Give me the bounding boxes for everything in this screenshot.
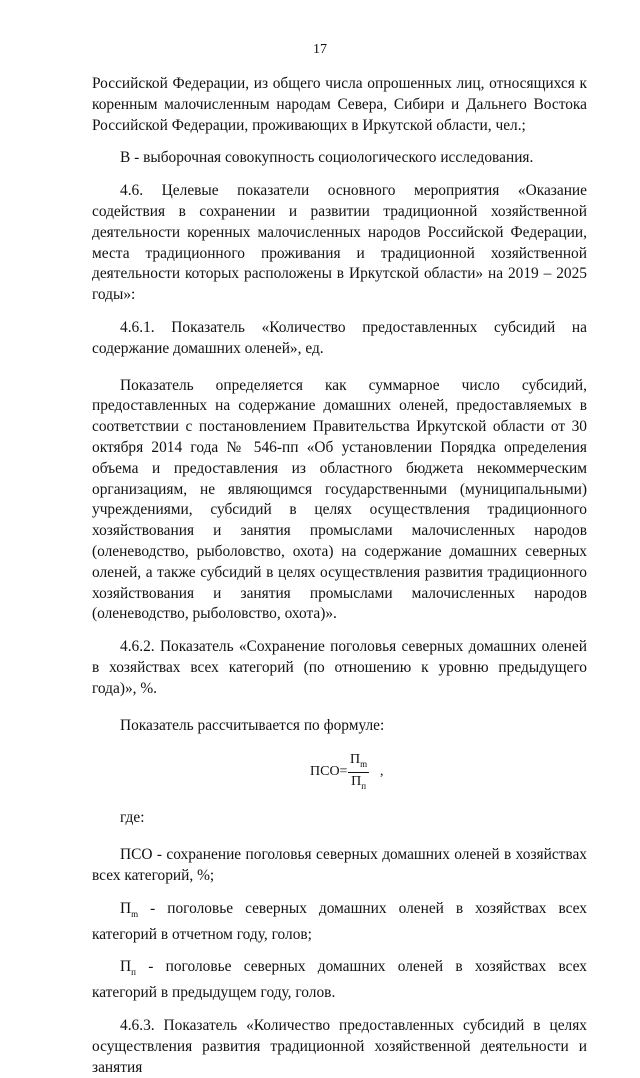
- definition-pso: ПСО - сохранение поголовья северных домашних оленей в хозяйствах всех категорий, %;: [92, 846, 587, 884]
- paragraph-section-4-6-1: 4.6.1. Показатель «Количество предоставленных субсидий на содержание домашних оленей», ед.: [92, 318, 587, 357]
- paragraph-sample-definition: В - выборочная совокупность социологического исследования.: [120, 149, 534, 167]
- formula-lhs: ПСО=: [310, 764, 348, 780]
- formula-denominator: $П_п$: [351, 774, 367, 791]
- page-number: 17: [313, 42, 327, 57]
- paragraph-formula-intro: Показатель рассчитывается по формуле:: [120, 716, 385, 734]
- paragraph-section-4-6: 4.6. Целевые показатели основного мероприятия «Оказание содействия в сохранении и развитии традиционной хозяйственной деятельности коренных малочисленных народов Российской Федерации, места традиционного проживания и традиционной хозяйственной деятельности которых расположены в Иркутской области» на 2019 – 2025 годы»:: [92, 182, 587, 304]
- document-body: [92, 74, 587, 1078]
- paragraph-section-4-6-3: 4.6.3. Показатель «Количество предоставленных субсидий в целях осуществления развития традиционной хозяйственной деятельности и занятия: [92, 1017, 587, 1076]
- where-label: где:: [120, 809, 145, 827]
- paragraph-section-4-6-2: 4.6.2. Показатель «Сохранение поголовья северных домашних оленей в хозяйствах всех категорий (по отношению к уровню предыдущего года)», %.: [92, 638, 587, 697]
- paragraph-indicator-method: Показатель определяется как суммарное число субсидий, предоставленных на содержание домашних оленей, предоставляемых в соответствии с постановлением Правительства Иркутской области от 30 октября 2014 года № 546-пп «Об установлении Порядка определения объема и предоставления из областного бюджета некоммерческим организациям, не являющимся государственными (муниципальными) учреждениями, субсидий в целях осуществления традиционного хозяйствования и занятия промыслами малочисленных народов (оленеводство, рыболовство, охота) на содержание домашних северных оленей, а также субсидий в целях осуществления развития традиционного хозяйствования и занятия промыслами малочисленных народов (оленеводство, рыболовство, охота)».: [92, 376, 587, 623]
- paragraph-continuation: Российской Федерации, из общего числа опрошенных лиц, относящихся к коренным малочисленным народам Севера, Сибири и Дальнего Востока Российской Федерации, проживающих в Иркутской области, чел.;: [92, 75, 587, 134]
- pso-formula: [92, 752, 587, 792]
- definition-p-p: $П_п$ - поголовье северных домашних оленей в хозяйствах всех категорий в предыдущем году, голов.: [92, 958, 587, 1002]
- formula-fraction: [348, 752, 369, 794]
- formula-comma: ,: [380, 764, 384, 780]
- formula-numerator: $П_m$: [348, 752, 369, 773]
- definition-p-m: $П_m$ - поголовье северных домашних оленей в хозяйствах всех категорий в отчетном году, голов;: [92, 899, 587, 943]
